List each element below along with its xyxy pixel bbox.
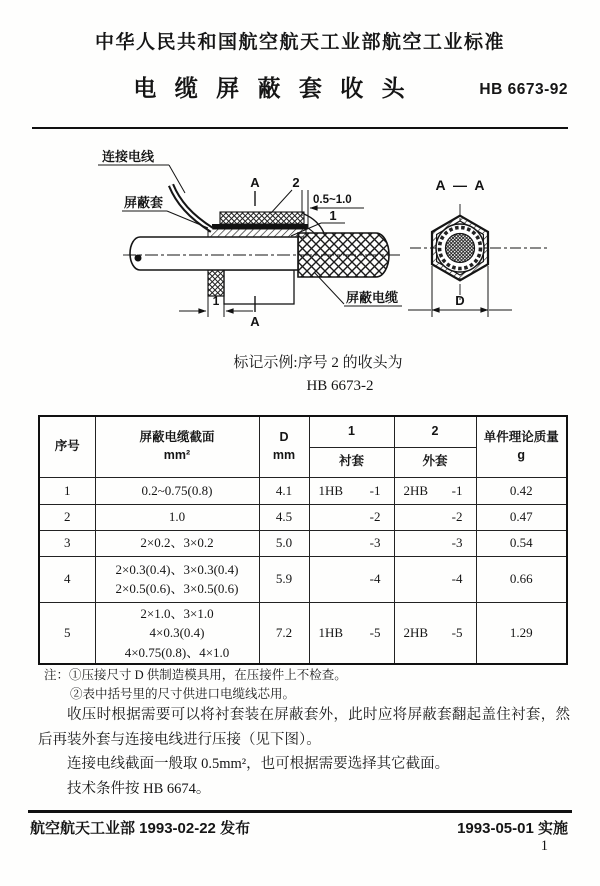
page-title: 电 缆 屏 蔽 套 收 头 — [133, 75, 411, 101]
section-mark-bottom: A — [250, 314, 260, 329]
section-line: 2×0.5(0.6)、3×0.5(0.6) — [115, 581, 239, 596]
body-text — [38, 703, 570, 802]
col-header-d-line2: mm — [272, 447, 296, 462]
section-line: 2×1.0、3×1.0 — [140, 605, 214, 621]
marking-example-line1: 标记示例:序号 2 的收头为 — [233, 355, 403, 371]
crimp-body-outline — [224, 270, 294, 304]
standard-number: HB 6673-92 — [479, 81, 568, 98]
leader-line — [271, 190, 292, 213]
col-header-part1: 1 — [309, 416, 394, 447]
cell-seq: 3 — [39, 530, 95, 556]
cell-liner — [309, 530, 394, 556]
cell-d: 5.0 — [259, 530, 309, 556]
note-2: ②表中括号里的尺寸供进口电缆线芯用。 — [70, 687, 296, 702]
cell-seq: 4 — [39, 556, 95, 602]
col-header-d-line1: D — [279, 430, 289, 445]
marking-example — [0, 352, 600, 399]
callout-outer-sleeve: 2 — [292, 175, 300, 190]
wire-end-dot — [135, 255, 142, 262]
section-line: 4×0.3(0.4) — [149, 625, 205, 640]
liner-sleeve-layer — [212, 224, 308, 229]
header-rule — [32, 127, 568, 129]
cell-d: 4.5 — [259, 504, 309, 530]
outer-suffix: -5 — [451, 625, 463, 640]
col-header-mass-line1: 单件理论质量 — [483, 430, 559, 445]
table-row — [39, 504, 567, 530]
col-header-d — [259, 416, 309, 477]
section-line: 2×0.3(0.4)、3×0.3(0.4) — [115, 561, 239, 577]
wire-bundle-tube — [130, 237, 298, 270]
connecting-wire-curve — [171, 185, 212, 230]
note-1: 注：①压接尺寸 D 供制造模具用，在压接件上不检查。 — [44, 668, 347, 682]
col-header-liner: 衬套 — [309, 447, 394, 477]
col-header-outer: 外套 — [394, 447, 476, 477]
cell-section: 2×0.2、3×0.2 — [95, 530, 259, 556]
section-view-title: A — A — [435, 177, 487, 193]
table-row — [39, 477, 567, 504]
liner-suffix: -1 — [369, 482, 381, 498]
table-notes — [44, 666, 347, 705]
outer-sleeve-layer — [220, 212, 304, 224]
paragraph-3: 技术条件按 HB 6674。 — [67, 780, 211, 797]
dim-end-gap: 0.5~1.0 — [313, 194, 352, 206]
outer-prefix: 2HB — [403, 625, 429, 640]
page-number: 1 — [540, 838, 548, 854]
cable-core — [446, 234, 475, 263]
table-row — [39, 530, 567, 556]
crimp-ring-section — [208, 270, 224, 296]
liner-suffix: -2 — [369, 509, 381, 525]
col-header-section-line2: mm² — [163, 447, 191, 462]
cell-d: 5.9 — [259, 556, 309, 602]
cell-outer — [394, 556, 476, 602]
dim-across-flats: D — [455, 293, 465, 308]
col-header-part2: 2 — [394, 416, 476, 447]
issue-date: 航空航天工业部 1993-02-22 发布 — [30, 820, 251, 837]
cell-seq: 5 — [39, 602, 95, 664]
cell-outer — [394, 477, 476, 504]
cell-outer — [394, 602, 476, 664]
outer-suffix: -3 — [451, 535, 463, 551]
liner-suffix: -3 — [369, 535, 381, 551]
cell-outer — [394, 530, 476, 556]
cell-mass: 0.54 — [476, 530, 567, 556]
paragraph-2: 连接电线截面一般取 0.5mm²，也可根据需要选择其它截面。 — [67, 756, 450, 773]
technical-drawing — [28, 136, 573, 348]
paragraph-1: 收压时根据需要可以将衬套装在屏蔽套外，此时应将屏蔽套翻起盖住衬套，然后再装外套与连接电线进行压接（见下图）。 — [38, 707, 570, 748]
table-row — [39, 556, 567, 602]
col-header-mass — [476, 416, 567, 477]
outer-suffix: -2 — [451, 509, 463, 525]
liner-suffix: -5 — [369, 625, 381, 640]
col-header-mass-line2: g — [517, 447, 526, 462]
dim-crimp-width: 1 — [212, 294, 220, 308]
cell-mass: 0.66 — [476, 556, 567, 602]
col-header-seq — [39, 416, 95, 477]
cell-section — [95, 556, 259, 602]
cell-liner — [309, 556, 394, 602]
cell-liner — [309, 602, 394, 664]
implementation-date: 1993-05-01 实施 — [457, 820, 568, 837]
marking-example-line2: HB 6673-2 — [306, 378, 374, 395]
cell-outer — [394, 504, 476, 530]
cell-liner — [309, 477, 394, 504]
outer-suffix: -4 — [451, 571, 463, 587]
section-mark-top: A — [250, 175, 260, 190]
figure-label-shield-sleeve: 屏蔽套 — [124, 195, 164, 210]
cell-seq: 1 — [39, 477, 95, 504]
cell-section: 0.2~0.75(0.8) — [95, 477, 259, 504]
table-header-row-1 — [39, 416, 567, 447]
col-header-section-line1: 屏蔽电缆截面 — [139, 430, 215, 445]
parts-table — [38, 415, 568, 665]
cell-section — [95, 602, 259, 664]
cell-mass: 0.47 — [476, 504, 567, 530]
authority-line: 中华人民共和国航空航天工业部航空工业标准 — [94, 32, 505, 53]
cell-d: 7.2 — [259, 602, 309, 664]
cell-liner — [309, 504, 394, 530]
cell-section: 1.0 — [95, 504, 259, 530]
liner-prefix: 1HB — [318, 625, 344, 640]
col-header-seq-label: 序号 — [54, 439, 80, 453]
cell-mass: 0.42 — [476, 477, 567, 504]
section-line: 4×0.75(0.8)、4×1.0 — [124, 644, 230, 660]
callout-liner-sleeve: 1 — [329, 208, 337, 223]
outer-suffix: -1 — [451, 482, 463, 498]
figure-label-connecting-wire: 连接电线 — [102, 149, 155, 164]
cell-seq: 2 — [39, 504, 95, 530]
cell-mass: 1.29 — [476, 602, 567, 664]
liner-prefix: 1HB — [318, 482, 344, 498]
col-header-section — [95, 416, 259, 477]
table-row — [39, 602, 567, 664]
outer-prefix: 2HB — [403, 482, 429, 498]
liner-suffix: -4 — [369, 571, 381, 587]
figure-label-shielded-cable: 屏蔽电缆 — [346, 290, 399, 305]
cell-d: 4.1 — [259, 477, 309, 504]
footer-rule — [28, 810, 572, 813]
